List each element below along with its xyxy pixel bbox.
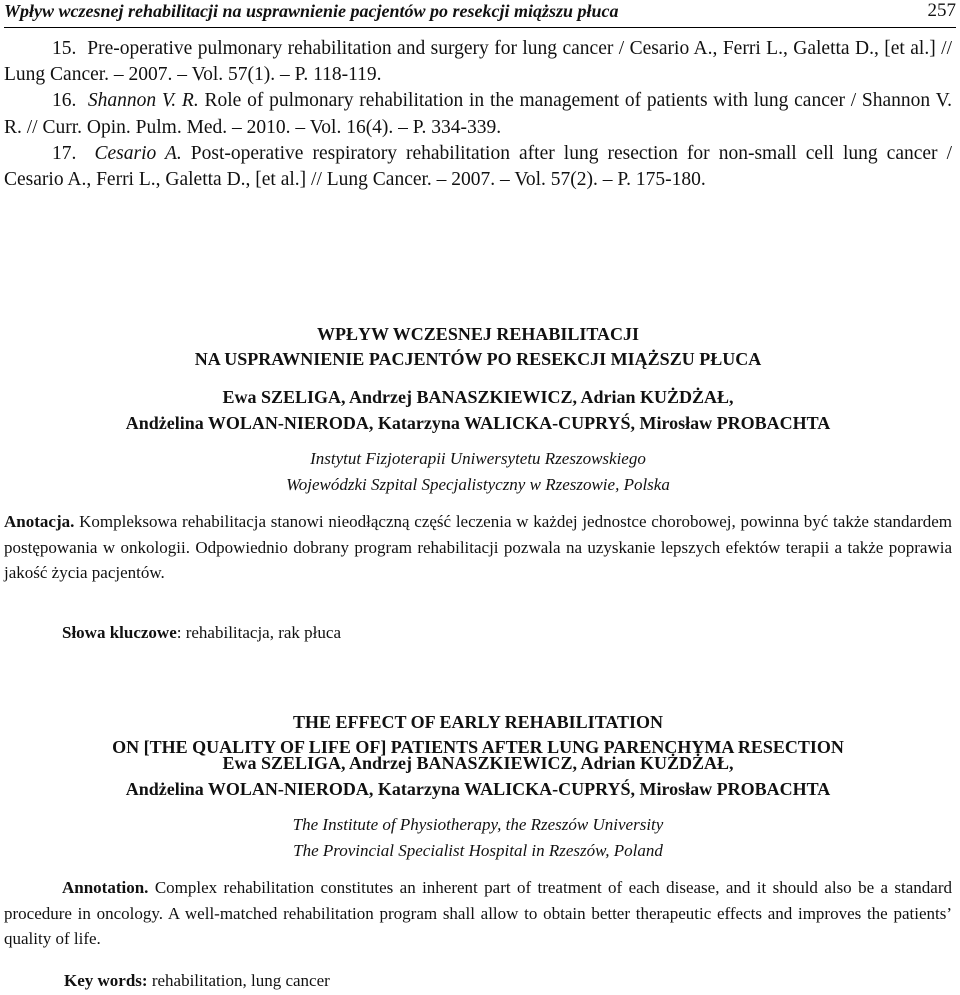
polish-title-line: NA USPRAWNIENIE PACJENTÓW PO RESEKCJI MIĄŻSZU PŁUCA (194, 349, 762, 369)
english-authors-line: Andżelina WOLAN-NIERODA, Katarzyna WALICKA-CUPRYŚ, Mirosław PROBACHTA (125, 779, 831, 799)
reference-list (4, 36, 952, 193)
english-abstract (4, 875, 952, 952)
polish-affiliation (4, 446, 952, 498)
reference-text: Role of pulmonary rehabilitation in the management of patients with lung cancer / Shannon V. R. // Curr. Opin. Pulm. Med. – 2010. – Vol. 16(4). – P. 334-339. (4, 90, 953, 138)
reference-number: 15. (52, 38, 77, 59)
english-title-line: ON [THE QUALITY OF LIFE OF] PATIENTS AFTER LUNG PARENCHYMA RESECTION (112, 737, 844, 757)
polish-authors-line: Andżelina WOLAN-NIERODA, Katarzyna WALICKA-CUPRYŚ, Mirosław PROBACHTA (125, 413, 831, 433)
polish-keywords-label: Słowa kluczowe (62, 623, 177, 642)
running-title: Wpływ wczesnej rehabilitacji na usprawnienie pacjentów po resekcji miąższu płuca (4, 1, 619, 21)
reference-item (4, 36, 952, 88)
reference-number: 17. (52, 142, 77, 164)
english-keywords-label: Key words: (64, 971, 148, 990)
page-number: 257 (927, 0, 956, 21)
polish-abstract-text: Kompleksowa rehabilitacja stanowi nieodłączną część leczenia w każdej jednostce chorobowej, powinna być także standardem postępowania w onkologii. Odpowiednio dobrany program rehabilitacji pozwala na uzyskanie lepszych efektów terapii a także poprawia jakość życia pacjentów. (4, 512, 952, 582)
running-header (4, 0, 956, 28)
polish-affiliation-line: Instytut Fizjoterapii Uniwersytetu Rzeszowskiego (310, 449, 646, 468)
reference-text: Pre-operative pulmonary rehabilitation and surgery for lung cancer / Cesario A., Ferri L., Galetta D., [et al.] // Lung Cancer. – 2007. – Vol. 57(1). – P. 118-119. (4, 38, 952, 86)
polish-abstract (4, 509, 952, 586)
english-keywords-text: rehabilitation, lung cancer (147, 971, 330, 990)
reference-item (4, 141, 952, 193)
english-authors-line: Ewa SZELIGA, Andrzej BANASZKIEWICZ, Adrian KUŻDŻAŁ, (222, 753, 734, 773)
polish-title-line: WPŁYW WCZESNEJ REHABILITACJI (316, 324, 640, 344)
reference-text: Post-operative respiratory rehabilitation after lung resection for non-small cell lung cancer / Cesario A., Ferri L., Galetta D., [et al.] // Lung Cancer. – 2007. – Vol. 57(2). – P. 175-180. (4, 142, 953, 191)
polish-keywords (62, 622, 341, 644)
english-abstract-label: Annotation. (62, 878, 149, 897)
english-affiliation-line: The Institute of Physiotherapy, the Rzeszów University (292, 815, 664, 834)
reference-number: 16. (52, 90, 77, 112)
english-affiliation (4, 812, 952, 864)
english-affiliation-line: The Provincial Specialist Hospital in Rzeszów, Poland (293, 841, 663, 860)
polish-title (4, 322, 952, 372)
reference-author: Cesario A. (94, 142, 182, 164)
english-authors (4, 750, 952, 802)
polish-abstract-label: Anotacja. (4, 512, 75, 531)
polish-keywords-text: : rehabilitacja, rak płuca (176, 623, 341, 642)
reference-item (4, 88, 952, 140)
reference-author: Shannon V. R. (87, 90, 199, 112)
english-keywords (64, 970, 330, 992)
english-title-line: THE EFFECT OF EARLY REHABILITATION (292, 712, 664, 732)
polish-authors-line: Ewa SZELIGA, Andrzej BANASZKIEWICZ, Adrian KUŻDŻAŁ, (222, 387, 734, 407)
polish-authors (4, 384, 952, 436)
english-abstract-text: Complex rehabilitation constitutes an inherent part of treatment of each disease, and it should also be a standard procedure in oncology. A well-matched rehabilitation program shall allow to obtain better therapeutic effects and improves the patients’ quality of life. (4, 878, 953, 948)
polish-affiliation-line: Wojewódzki Szpital Specjalistyczny w Rzeszowie, Polska (286, 475, 670, 494)
